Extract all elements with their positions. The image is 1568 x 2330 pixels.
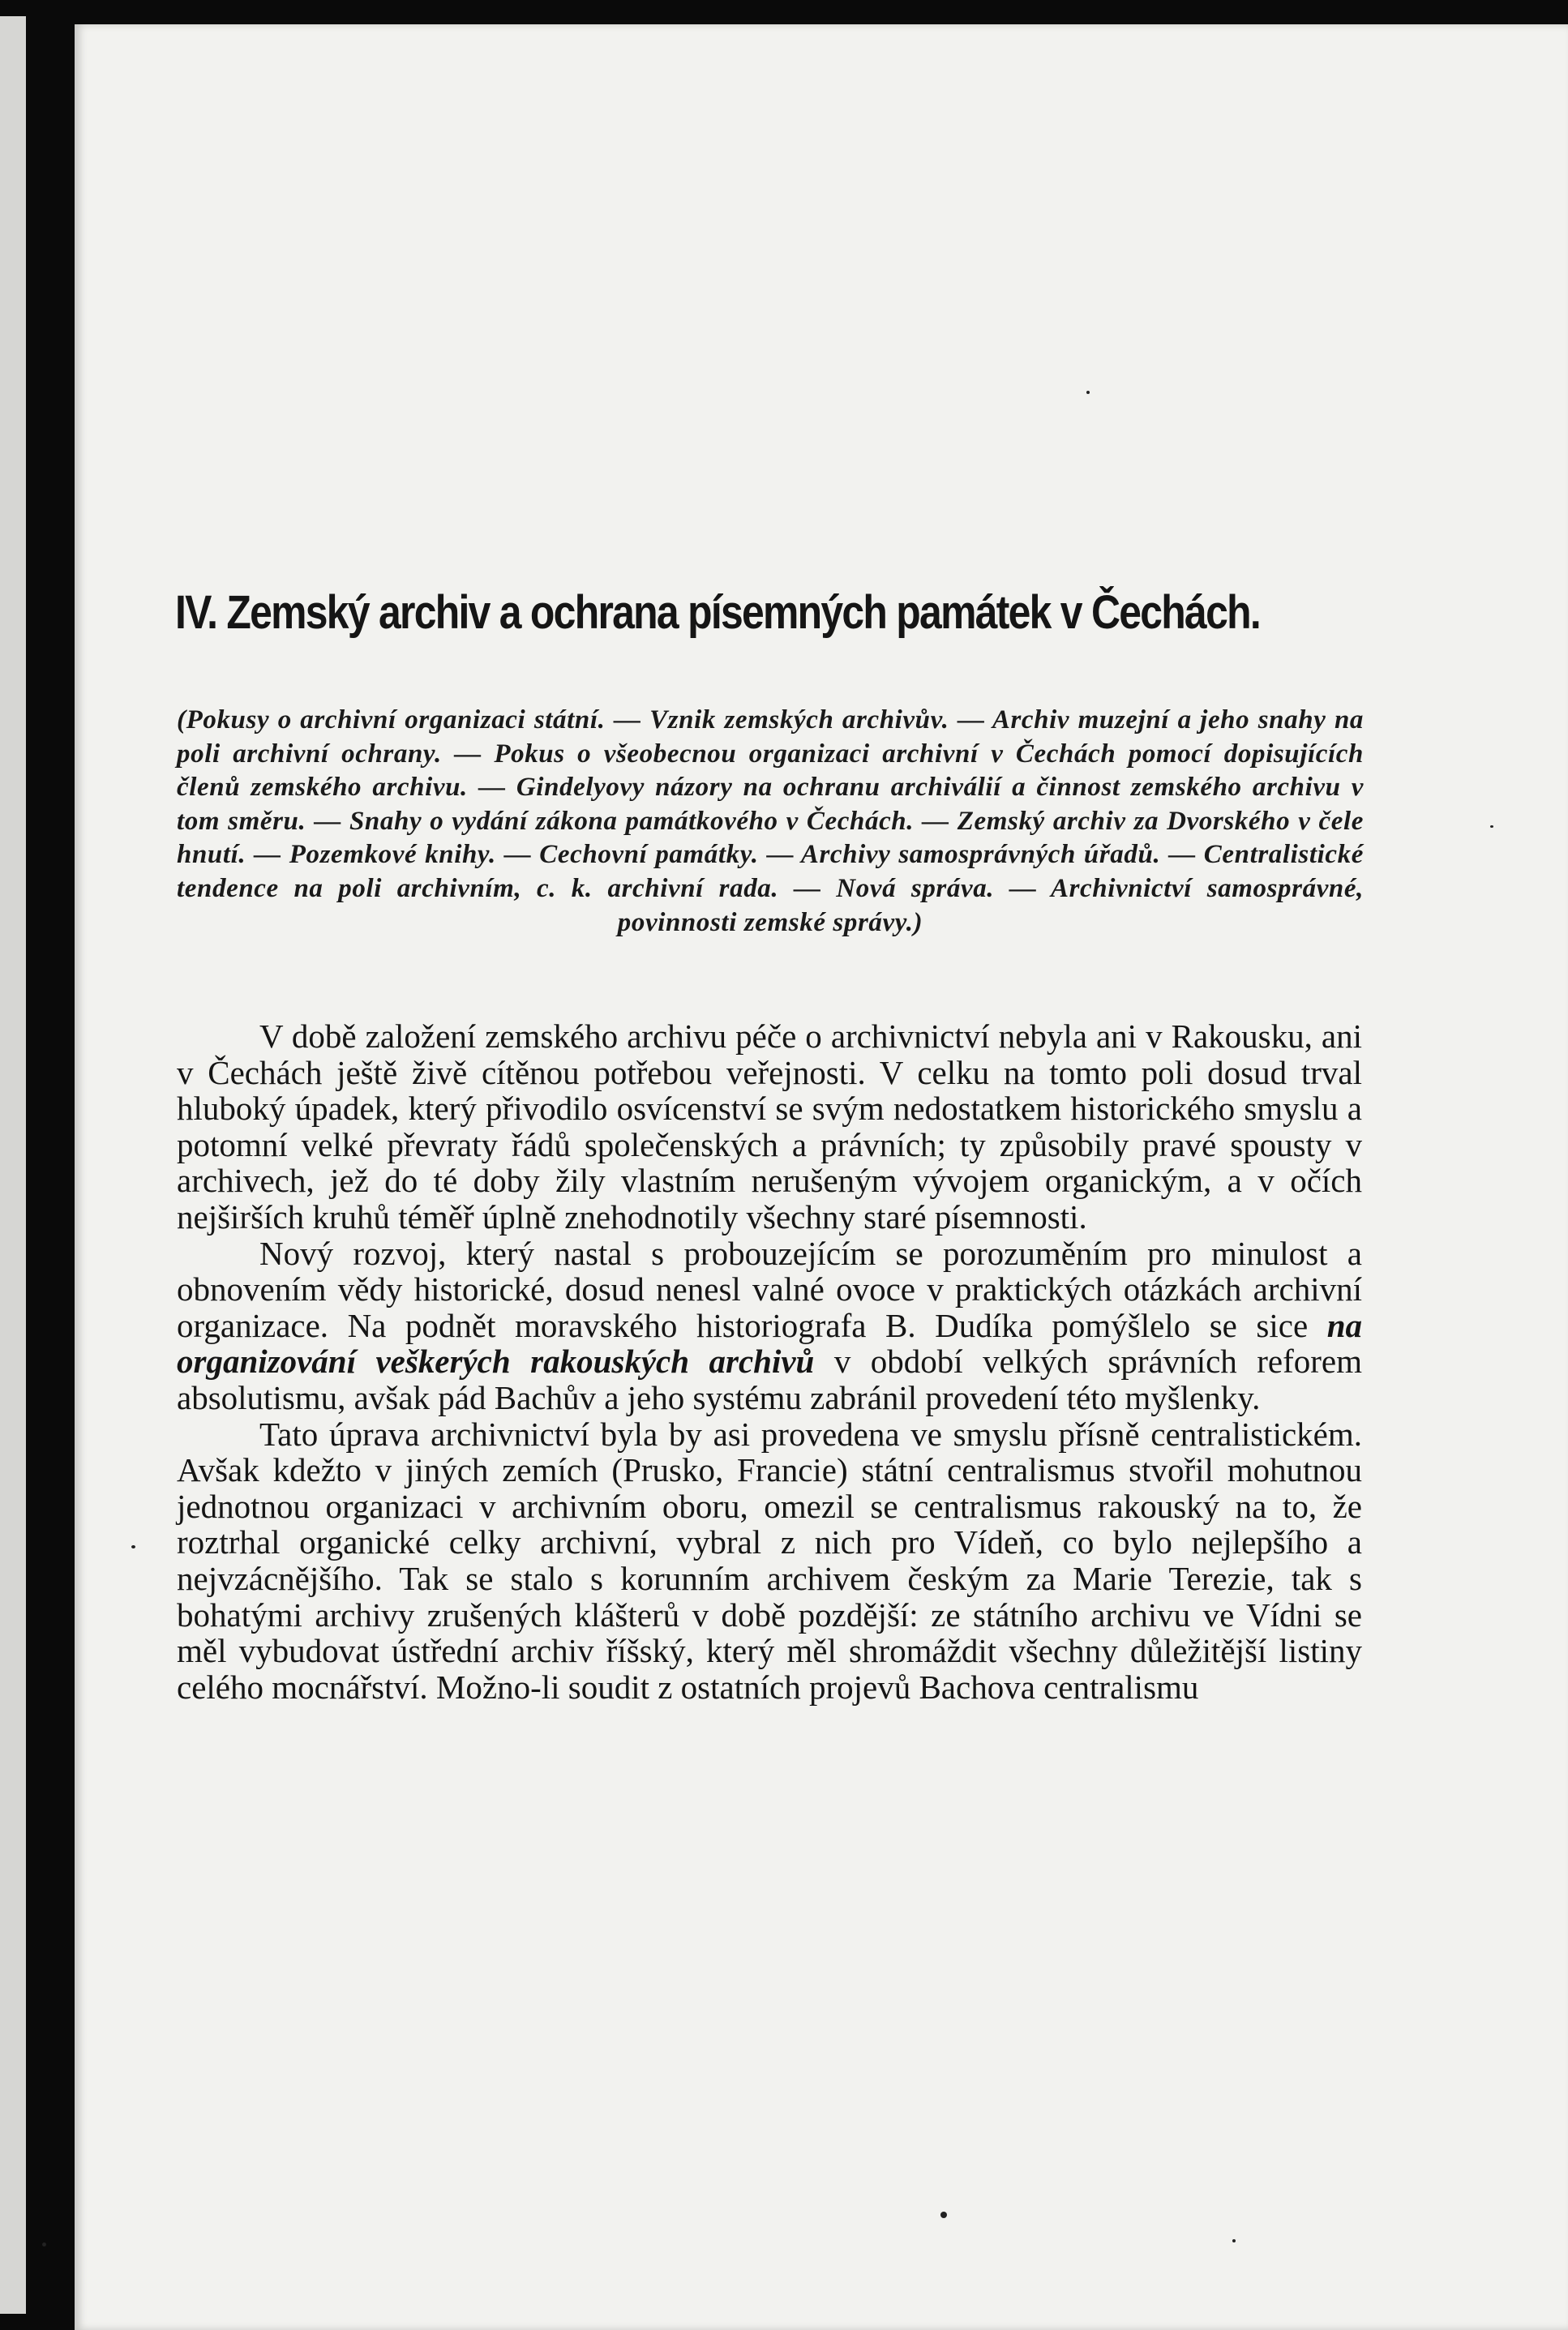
paragraph-3: Tato úprava archivnictví byla by asi provedena ve smyslu přísně centralistickém. Avšak kdežto v jiných zemích (Prusko, Francie) státní centralismus stvořil mohutnou jednotnou organizaci v archivním oboru, omezil se centralismus rakouský na to, že roztrhal organické celky archivní, vybral z nich pro Vídeň, co bylo nejlepšího a nejvzácnějšího. Tak se stalo s korunním archivem českým za Marie Terezie, tak s bohatými archivy zrušených klášterů v době pozdější: ze státního archivu ve Vídni se měl vybudovat ústřední archiv říšský, který měl shromáždit všechny důležitější listiny celého mocnářství. Možno-li soudit z ostatních projevů Bachova centralismu <box>177 1415 1362 1706</box>
chapter-summary: (Pokusy o archivní organizaci státní. — Vznik zemských archivův. — Archiv muzejní a jeho snahy na poli archivní ochrany. — Pokus o všeobecnou organizaci archivní v Čechách pomocí dopisujících členů zemského archivu. — Gindelyovy názory na ochranu archiválií a činnost zemského archivu v tom směru. — Snahy o vydání zákona památkového v Čechách. — Zemský archiv za Dvorského v čele hnutí. — Pozemkové knihy. — Cechovní památky. — Archivy samosprávných úřadů. — Centralistické tendence na poli archivním, c. k. archivní rada. — Nová správa. — Archivnictví samosprávné, povinnosti zemské správy.) <box>177 705 1364 937</box>
scan-speck <box>131 1545 135 1548</box>
chapter-title: IV. Zemský archiv a ochrana písemných památek v Čechách. <box>175 586 1260 639</box>
body-text <box>177 1018 1362 1705</box>
paragraph-1: V době založení zemského archivu péče o archivnictví nebyla ani v Rakousku, ani v Čechách ještě živě cítěnou potřebou veřejnosti. V celku na tomto poli dosud trval hluboký úpadek, který přivodilo osvícenství se svým nedostatkem historického smyslu a potomní velké převraty řádů společenských a právních; ty způsobily pravé spousty v archivech, jež do té doby žily vlastním nerušeným vývojem organickým, a v očích nejširších kruhů téměř úplně znehodnotily všechny staré písemnosti. <box>177 1017 1362 1236</box>
paragraph-2 <box>177 1236 1362 1416</box>
scan-speck <box>42 2242 46 2246</box>
scan-speck <box>1490 825 1493 828</box>
previous-page-edge <box>0 16 26 2314</box>
paragraph-2-start: Nový rozvoj, který nastal s probouzejícím se porozuměním pro minulost a obnovením vědy historické, dosud nenesl valné ovoce v praktických otázkách archivní organizace. Na podnět moravského historiografa B. Dudíka pomýšlelo se sice <box>177 1234 1362 1344</box>
paragraph-2-emphasis: na organizování veškerých rakouských archivů <box>177 1306 1363 1381</box>
scan-speck <box>1086 391 1090 394</box>
book-page <box>75 24 1568 2330</box>
scan-speck <box>1232 2239 1236 2242</box>
paragraph-2-end: v období velkých správních reforem absolutismu, avšak pád Bachův a jeho systému zabránil provedení této myšlenky. <box>177 1343 1362 1416</box>
scan-speck <box>940 2212 947 2218</box>
